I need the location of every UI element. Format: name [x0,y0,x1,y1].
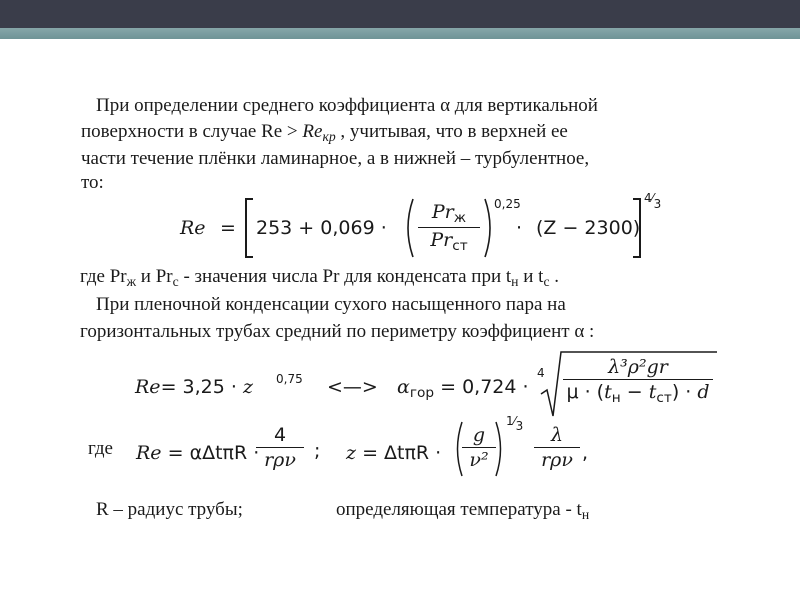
formula2-re-rhs: = 3,25 · [160,376,243,398]
root-numerator: λ³ρ²gr [563,356,713,380]
formula3-fraction-1 [256,424,304,471]
outer-exponent-den: 3 [653,197,662,211]
outer-exponent-num: 4 [644,191,652,205]
intro-line-2-start: поверхности в случае Re > [81,121,303,142]
formula3-z-symbol: z [346,442,357,464]
intro-line-3: части течение плёнки ламинарное, а в нижней – турбулентное, [81,148,590,169]
formula2-re-symbol: Re [135,376,161,398]
alpha-subscript: гор [409,385,435,402]
t-n-symbol: t [604,381,612,403]
where-pr-sub-zh: ж [126,274,137,290]
where-pr-sub-n: н [511,274,519,290]
formula2-z: z [242,376,253,398]
pr-st-subscript: ст [452,238,468,255]
formula-re-and-z-definitions [88,414,608,484]
formula3-re-symbol: Re [136,442,162,464]
d-symbol: d [697,381,710,403]
formula3-z [346,442,441,464]
where-pr-sub-c: с [172,274,179,290]
pr-zh-symbol: Pr [431,201,454,223]
root-index: 4 [537,366,545,380]
header-band-accent [0,28,800,39]
defining-temperature-text: определяющая температура - t [336,499,582,520]
v2-symbol: ν² [469,449,489,471]
para2-line-2: горизонтальных трубах средний по периметру коэффициент α : [80,321,595,342]
where-pr-b: и Pr [136,266,173,287]
lambda-symbol: λ [534,424,580,448]
formula3-re [136,442,259,464]
equivalence-arrow: <—> [327,376,378,398]
header-band-dark [0,0,800,28]
alpha-symbol: α [397,376,410,398]
intro-line-4: то: [81,172,104,193]
para2-line-1: При пленочной конденсации сухого насыщенного пара на [96,294,566,315]
where-pr-a: где Pr [80,266,127,287]
where-pr-sub-c2: с [543,274,550,290]
defining-temperature-subscript: н [581,507,590,523]
formula3-fraction-2 [534,424,580,471]
outer-exponent: 4⁄3 [644,191,662,211]
t-n-subscript: н [611,390,621,407]
fraction2-denominator: rρν [541,449,573,471]
where-pr-c: - значения числа Pr для конденсата при t [178,266,512,287]
formula3-comma: , [582,442,589,464]
t-st-subscript: ст [656,390,672,407]
formula3-separator: ; [314,440,321,462]
pr-zh-subscript: ж [453,210,467,227]
re-kr-subscript: кр [322,129,336,145]
where-pr-e: . [549,266,560,287]
formula1-constants: 253 + 0,069 · [256,217,387,239]
formula3-re-rhs: = αΔtπR · [167,442,260,464]
left-paren [402,197,416,259]
formula1-eq: = [220,217,236,239]
formula1-dot: · [516,217,523,239]
re-kr-symbol: Re [302,121,323,142]
intro-line-1: При определении среднего коэффициента α для вертикальной [96,95,598,116]
g-symbol: g [462,424,496,448]
t-st-symbol: t [648,381,657,403]
formula3-z-rhs: = ΔtπR · [362,442,442,464]
formula2-z-exponent: 0,75 [276,372,303,386]
formula1-z-term: (Z − 2300) [536,217,641,239]
root-den-a: μ · ( [566,381,605,403]
where-label-2: где [88,438,113,459]
formula1-lhs: Re [180,217,206,239]
left-bracket [242,197,256,259]
right-bracket [630,197,644,259]
pr-exponent: 0,25 [494,197,521,211]
formula-re-laminar-turbulent [180,191,662,267]
root-den-b: ) · [671,381,698,403]
formula-re-and-alpha-horizontal [135,350,715,433]
intro-line-2 [81,121,568,148]
root-fraction [563,356,713,406]
pr-ratio-fraction [416,201,482,254]
where-pr-definition [80,266,559,293]
intro-line-2-end: , учитывая, что в верхней ее [335,121,568,142]
radius-definition: R – радиус трубы; [96,499,243,520]
third-exponent: 1⁄3 [506,414,524,433]
pr-st-symbol: Pr [430,229,453,252]
formula2-alpha [397,376,529,401]
fraction1-numerator: 4 [256,424,304,448]
formula2-alpha-rhs: = 0,724 · [440,376,529,398]
where-pr-d: и t [518,266,544,287]
paren-right-g [494,420,506,478]
third-exponent-den: 3 [515,419,524,433]
formula3-g-over-v2 [462,424,496,471]
fraction1-denominator: rρν [264,449,296,471]
third-exponent-num: 1 [506,414,514,428]
defining-temperature [336,499,589,526]
formula2-re [135,376,253,398]
root-minus: − [620,381,649,403]
